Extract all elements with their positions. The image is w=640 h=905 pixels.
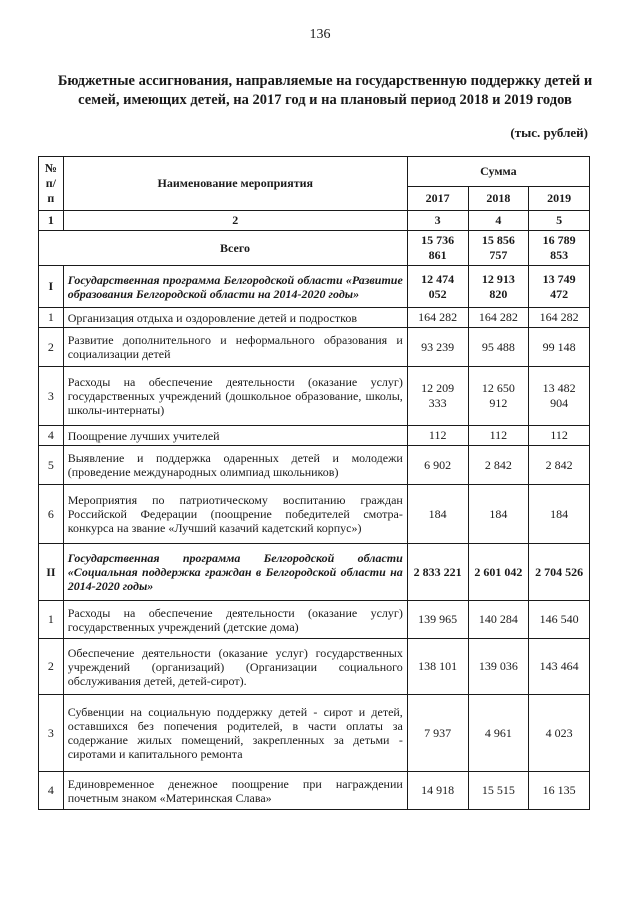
- page-number: 136: [309, 27, 331, 42]
- table-row: [39, 328, 590, 367]
- row-value-2017: 12 209 333: [407, 367, 468, 426]
- row-value-2018: 12 913 820: [468, 266, 529, 308]
- row-name: Поощрение лучших учителей: [63, 426, 407, 446]
- document-title: Бюджетные ассигнования, направляемые на государственную поддержку детей и семей, имеющих детей, на 2017 год и на плановый период 2018 и 2019 годов: [57, 73, 593, 108]
- row-value-2019: 164 282: [529, 308, 590, 328]
- row-number: 1: [39, 601, 64, 639]
- row-value-2018: 2 601 042: [468, 544, 529, 601]
- table-row: [39, 426, 590, 446]
- row-number: 4: [39, 772, 64, 810]
- row-value-2018: 95 488: [468, 328, 529, 367]
- row-number: II: [39, 544, 64, 601]
- row-number: 3: [39, 367, 64, 426]
- row-number: 6: [39, 485, 64, 544]
- total-num-cell: [39, 231, 64, 266]
- row-name: Государственная программа Белгородской области «Социальная поддержка граждан в Белгородской области на 2014-2020 годы»: [63, 544, 407, 601]
- row-value-2017: 138 101: [407, 639, 468, 695]
- row-value-2019: 13 482 904: [529, 367, 590, 426]
- row-name: Мероприятия по патриотическому воспитанию граждан Российской Федерации (поощрение победителей смотра-конкурса на звание «Лучший казачий кадетский корпус»): [63, 485, 407, 544]
- row-value-2017: 7 937: [407, 695, 468, 772]
- header-sum: Сумма: [407, 157, 589, 187]
- header-name: Наименование мероприятия: [63, 157, 407, 211]
- row-number: I: [39, 266, 64, 308]
- table-row: [39, 446, 590, 485]
- row-value-2018: 4 961: [468, 695, 529, 772]
- row-value-2018: 12 650 912: [468, 367, 529, 426]
- table-body: [39, 211, 590, 810]
- row-value-2017: 12 474 052: [407, 266, 468, 308]
- row-value-2018: 140 284: [468, 601, 529, 639]
- table-row: [39, 601, 590, 639]
- table-row: [39, 695, 590, 772]
- row-name: Государственная программа Белгородской области «Развитие образования Белгородской области на 2014-2020 годы»: [63, 266, 407, 308]
- col-number: 1: [39, 211, 64, 231]
- col-number: 3: [407, 211, 468, 231]
- row-value-2019: 2 704 526: [529, 544, 590, 601]
- program-row: [39, 266, 590, 308]
- row-name: Выявление и поддержка одаренных детей и молодежи (проведение международных олимпиад школьников): [63, 446, 407, 485]
- col-number: 2: [63, 211, 407, 231]
- header-year-2018: 2018: [468, 187, 529, 211]
- row-name: Расходы на обеспечение деятельности (оказание услуг) государственных учреждений (детские дома): [63, 601, 407, 639]
- budget-table: [38, 156, 590, 810]
- row-value-2017: 164 282: [407, 308, 468, 328]
- table-row: [39, 485, 590, 544]
- row-number: 2: [39, 328, 64, 367]
- row-value-2017: 14 918: [407, 772, 468, 810]
- total-value-2018: 15 856 757: [468, 231, 529, 266]
- row-value-2019: 4 023: [529, 695, 590, 772]
- row-value-2018: 139 036: [468, 639, 529, 695]
- row-name: Развитие дополнительного и неформального образования и социализации детей: [63, 328, 407, 367]
- row-value-2019: 16 135: [529, 772, 590, 810]
- row-value-2018: 2 842: [468, 446, 529, 485]
- row-number: 2: [39, 639, 64, 695]
- row-value-2018: 164 282: [468, 308, 529, 328]
- row-name: Субвенции на социальную поддержку детей - сирот и детей, оставшихся без попечения родителей, в части оплаты за содержание жилых помещений, закрепленных за детьми - сиротами и капитального ремонта: [63, 695, 407, 772]
- header-num: № п/п: [39, 157, 64, 211]
- row-value-2017: 112: [407, 426, 468, 446]
- row-value-2019: 143 464: [529, 639, 590, 695]
- row-name: Единовременное денежное поощрение при награждении почетным знаком «Материнская Слава»: [63, 772, 407, 810]
- row-number: 1: [39, 308, 64, 328]
- row-name: Организация отдыха и оздоровление детей и подростков: [63, 308, 407, 328]
- row-value-2018: 15 515: [468, 772, 529, 810]
- row-number: 3: [39, 695, 64, 772]
- table-row: [39, 772, 590, 810]
- units-note: (тыс. рублей): [510, 125, 588, 140]
- row-value-2017: 93 239: [407, 328, 468, 367]
- row-value-2019: 99 148: [529, 328, 590, 367]
- row-value-2017: 139 965: [407, 601, 468, 639]
- total-value-2019: 16 789 853: [529, 231, 590, 266]
- table-row: [39, 308, 590, 328]
- col-number: 4: [468, 211, 529, 231]
- total-label: Всего: [63, 231, 407, 266]
- row-value-2019: 146 540: [529, 601, 590, 639]
- row-value-2017: 184: [407, 485, 468, 544]
- total-value-2017: 15 736 861: [407, 231, 468, 266]
- row-value-2019: 112: [529, 426, 590, 446]
- row-number: 5: [39, 446, 64, 485]
- header-year-2019: 2019: [529, 187, 590, 211]
- row-name: Обеспечение деятельности (оказание услуг) государственных учреждений (организаций) (Организации социального обслуживания детей, детей-сирот).: [63, 639, 407, 695]
- table-row: [39, 639, 590, 695]
- row-name: Расходы на обеспечение деятельности (оказание услуг) государственных учреждений (дошкольное образование, школы, школы-интернаты): [63, 367, 407, 426]
- row-value-2018: 184: [468, 485, 529, 544]
- row-value-2017: 2 833 221: [407, 544, 468, 601]
- col-number: 5: [529, 211, 590, 231]
- row-value-2019: 184: [529, 485, 590, 544]
- row-value-2019: 13 749 472: [529, 266, 590, 308]
- header-year-2017: 2017: [407, 187, 468, 211]
- row-value-2019: 2 842: [529, 446, 590, 485]
- table-row: [39, 367, 590, 426]
- program-row: [39, 544, 590, 601]
- row-value-2018: 112: [468, 426, 529, 446]
- row-value-2017: 6 902: [407, 446, 468, 485]
- row-number: 4: [39, 426, 64, 446]
